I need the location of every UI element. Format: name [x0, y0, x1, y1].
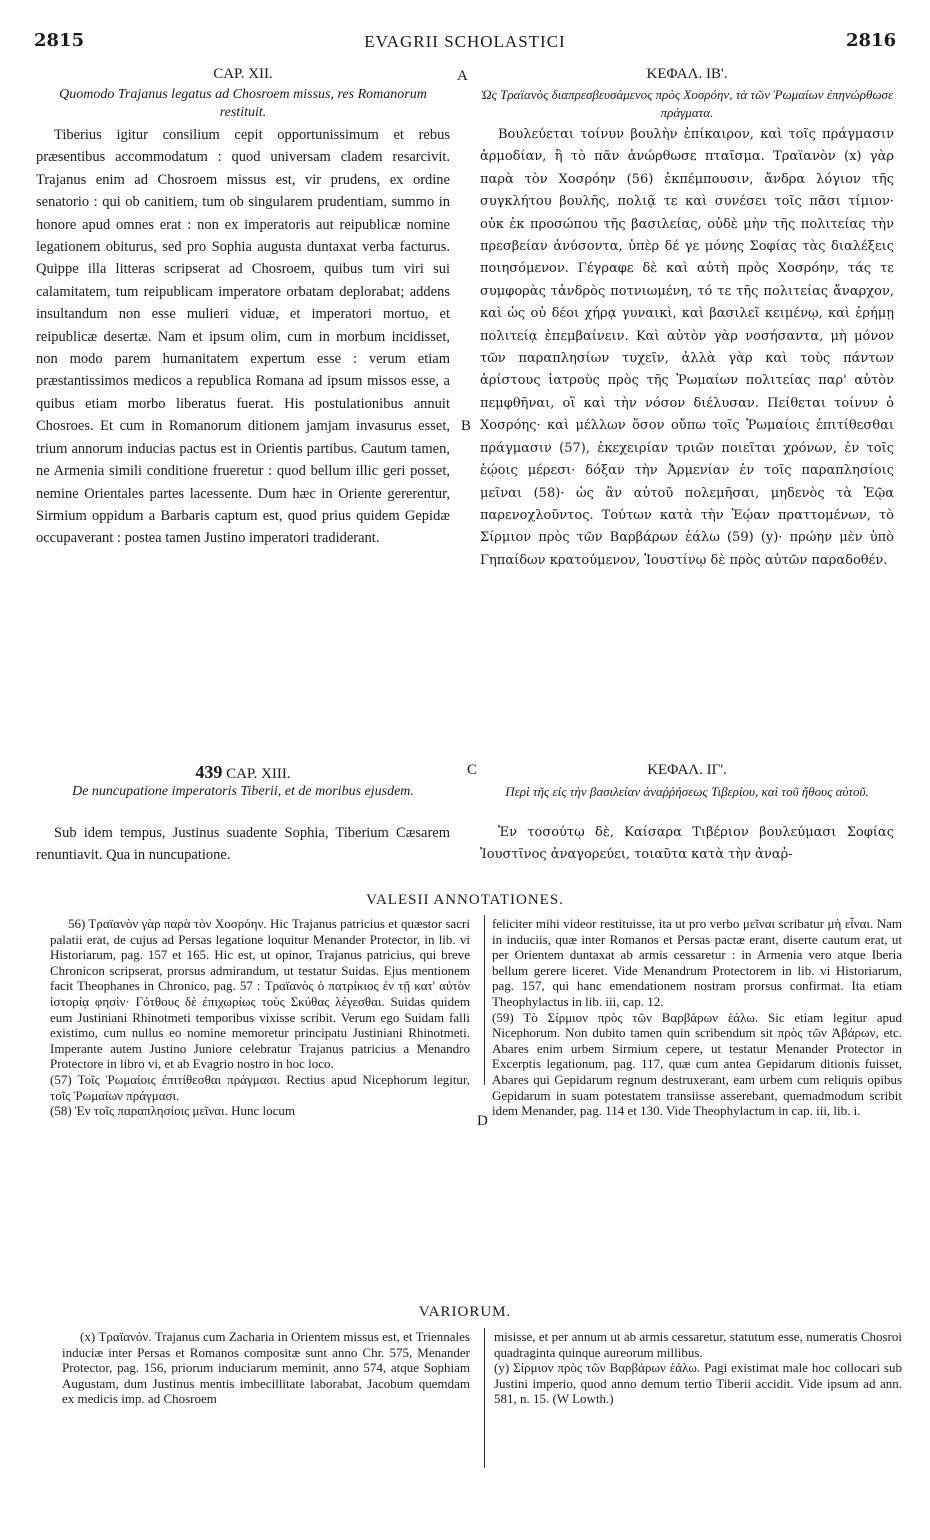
chapter-13-heading-line — [36, 762, 450, 783]
chapter-12-text: Tiberius igitur consilium cepit opportunissimum et rebus præsentibus accommodatum : quod universam cladem resarcivit. Trajanus enim ad Chosroem missus est, vir prudens, ex ordine senatorio : qui ob canitiem, tum ob singularem prudentiam, summo in honore apud omnes erat : non ex imperatoris aut reipublicæ nomine legationem obiturus, sed pro Sophia augusta duntaxat verba facturus. Quippe illa litteras scripserat ad Chosroem, quibus tum viri sui calamitatem, tum reipublicam imperatore orbatam deplorabat; addens insultandum non esse mulieri viduæ, et imperatori mortuo, et reipublicæ desertæ. Nam et ipsum olim, cum in morbum incidisset, non modo parem humanitatem expertum esse : verum etiam præstantissimos medicos a republica Romana ad ipsum missos esse, a quibus etiam morbo liberatus fuerat. His postulationibus annuit Chosroes. Et cum in Romanorum ditionem jamjam invasurus esset, trium annorum inducias pactus est in Orientis partibus. Cautum tamen, ne Armenia simili conditione frueretur : quod bellum illic geri posset, nemine Orientales partes lacessente. Dum hæc in Oriente gererentur, Sirmium oppidum a Barbaris captum est, quod prius quidem Gepidæ occupaverant : postea tamen Justino imperatori tradiderant. — [36, 127, 450, 547]
chapter-13-subtitle: De nuncupatione imperatoris Tiberii, et de moribus ejusdem. — [72, 784, 414, 799]
variorum-notes-left: (x) Τραϊανόν. Trajanus cum Zacharia in Orientem missus est, et Triennales induciæ inter Persas et Romanos compositæ sunt anno Chr. 575, Menander Protector, pag. 156, priorum induciarum meminit, anno 574, atque Sophiam Augustam, dum Justinus mentis imbecillitate laborabat, Jacobum quemdam ex medicis imp. ad Chosroem — [62, 1329, 470, 1407]
chapter-13-heading: CAP. XIII. — [226, 766, 291, 782]
kefalaion-12-subtitle: Ὡς Τραϊανὸς διαπρεσβευσάμενος πρὸς Χοσρόην, τὰ τῶν Ῥωμαίων ἐπηνώρθωσε πράγματα. — [480, 87, 894, 120]
kefalaion-12-heading: ΚΕΦΑΛ. ΙΒ'. — [646, 66, 728, 82]
margin-letter-c: C — [467, 762, 478, 778]
chapter-12-subtitle: Quomodo Trajanus legatus ad Chosroem missus, res Romanorum restituit. — [59, 87, 427, 120]
kefalaion-12-text: Βουλεύεται τοίνυν βουλὴν ἐπίκαιρον, καὶ τοῖς πράγμασιν ἁρμοδίαν, ἣ τὸ πᾶν ἀνώρθωσε πταῖσμα. Τραϊανὸν (x) γὰρ παρὰ τὸν Χοσρόην (56) ἐκπέμπουσιν, ἄνδρα λόγιον τῆς συγκλήτου βουλῆς, πολιᾷ τε καὶ συνέσει τοῖς πᾶσι τίμιον· οὐκ ἐκ προσώπου τῆς βασιλείας, οὐδὲ μὴν τῆς πολιτείας τὴν πρεσβείαν ἀνύσοντα, ὑπὲρ δέ γε μόνης Σοφίας τὰς διαλέξεις ποιησόμενον. Γέγραφε δὲ καὶ αὐτὴ πρὸς Χοσρόην, τάς τε συμφορὰς τἀνδρὸς ποτνιωμένη, τό τε τῆς πολιτείας ἄναρχον, καὶ ὡς οὐ δέοι χήρᾳ γυναικὶ, καὶ βασιλεῖ κειμένῳ, καὶ ἐρήμῃ πολιτείᾳ ἐπεμβαίνειν. Καὶ αὐτὸν γὰρ νοσήσαντα, μὴ μόνον τῶν παραπλησίων τυχεῖν, ἀλλὰ γὰρ καὶ τοὺς πάντων ἀρίστους ἰατροὺς πρὸς τῆς Ῥωμαίων πολιτείας παρ' αὐτὸν πεμφθῆναι, οἳ καὶ τὴν νόσον διέλυσαν. Πείθεται τοίνυν ὁ Χοσρόης· καὶ μέλλων ὅσον οὔπω τοῖς Ῥωμαίοις ἐπιτίθεσθαι πράγμασιν (57), ἐκεχειρίαν τριῶν ποιεῖται χρόνων, ἐν τοῖς ἑῴοις μέρεσι· δόξαν τὴν Ἀρμενίαν ἐν τοῖς παραπλησίοις μεῖναι (58)· ὡς ἂν αὐτοῦ πολεμῆσαι, μηδενὸς τὰ Ἑῷα παρενοχλοῦντος. Τούτων κατὰ τὴν Ἑῴαν πραττομένων, τὸ Σίρμιον πρὸς τῶν Βαρβάρων ἑάλω (59) (y)· πρώην μὲν ὑπὸ Γηπαίδων κρατούμενον, Ἰουστίνῳ δὲ πρὸς αὐτῶν παραδοθέν. — [480, 127, 894, 568]
chapter-12-heading: CAP. XII. — [213, 66, 273, 82]
column-divider — [484, 1328, 485, 1468]
valesii-notes-left: 56) Τραϊανὸν γὰρ παρὰ τὸν Χοσρόην. Hic Trajanus patricius et quæstor sacri palatii erat, de cujus ad Persas legatione loquitur Menander Protector, in lib. vi Historiarum, pag. 157 et 165. Hic est, ut opinor, Trajanus patricius, qui breve Chronicon scripserat, prorsus admirandum, ut testatur Suidas. Ejus mentionem facit Theophanes in Chronico, pag. 57 : Τραϊανὸς ὁ πατρίκιος ἐν τῇ κατ' αὐτὸν ἱστορίᾳ φησὶν· Γότθους δὲ ἐπιχωρίως τοὺς Σκύθας λέγεσθαι. Suidas quidem eum Justiniani Rhinotmeti temporibus vixisse scribit. Verum ego Suidam falli existimo, cum nullus eo nomine memoretur principatu Justiniani Rhinotmeti. Imperante autem Justino Juniore celebratur Trajanus patricius a Menandro Protectore in libro vi, et ab Evagrio nostro in hoc loco. (57) Τοῖς Ῥωμαίοις ἐπιτίθεσθαι πράγμασι. Rectius apud Nicephorum legitur, τοῖς Ῥωμαίων πράγμασι. (58) Ἐν τοῖς παραπλησίοις μεῖναι. Hunc locum — [50, 916, 470, 1119]
page-number-left: 2815 — [34, 30, 85, 51]
page-number-right: 2816 — [846, 30, 897, 51]
kefalaion-13-subtitle: Περὶ τῆς εἰς τὴν βασιλείαν ἀναῤῥήσεως Τιβερίου, καὶ τοῦ ἤθους αὐτοῦ. — [505, 784, 869, 799]
kefalaion-13-heading: ΚΕΦΑΛ. ΙΓ'. — [647, 762, 727, 778]
variorum-notes-right: misisse, et per annum ut ab armis cessaretur, statutum esse, numeratis Chosroi quadraginta quinque aureorum millibus. (y) Σίρμιον πρὸς τῶν Βαρβάρων ἑάλω. Pagi existimat male hoc collocari sub Justini imperio, quod anno demum tertio Tiberii accidit. Vide ipsum ad ann. 581, n. 15. (W Lowth.) — [494, 1329, 902, 1407]
margin-letter-a: A — [457, 68, 468, 84]
variorum-title: VARIORUM. — [418, 1304, 512, 1320]
chapter-13-text: Sub idem tempus, Justinus suadente Sophia, Tiberium Cæsarem renuntiavit. Qua in nuncupatione. — [36, 825, 450, 864]
column-divider — [484, 915, 485, 1085]
valesii-notes-right: feliciter mihi videor restituisse, ita ut pro verbo μεῖναι scribatur μὴ εἶναι. Nam in induciis, quæ inter Romanos et Persas pactæ erant, diserte cautum erat, ut per Orientem duntaxat ab armis cessaretur : in Armenia vero atque Iberia bellum gerere liceret. Vide Menandrum Protectorem in lib. vi Historiarum, pag. 157, qui hanc emendationem nostram prorsus confirmat. Ita etiam Theophylactus in lib. iii, cap. 12. (59) Τὸ Σίρμιον πρὸς τῶν Βαρβάρων ἑάλω. Sic etiam legitur apud Nicephorum. Non dubito tamen quin scribendum sit πρὸς τῶν Ἀβάρων, etc. Abares enim urbem Sirmium cepere, ut testatur Menander Protector in Excerptis legationum, pag. 117, quæ cum antea Gepidarum ditionis fuisset, Abares qui Gepidarum regnum destruxerant, eam urbem cum reliquis opibus Gepidarum in suam potestatem transiisse asserebant, quemadmodum scribit idem Menander, pag. 114 et 130. Vide Theophylactum in cap. iii, lib. i. — [492, 916, 902, 1119]
column-number: 439 — [195, 762, 223, 782]
valesii-annotations-title: VALESII ANNOTATIONES. — [366, 892, 564, 908]
margin-letter-b: B — [461, 418, 472, 434]
kefalaion-13-text: Ἐν τοσούτῳ δὲ, Καίσαρα Τιβέριον βουλεύμασι Σοφίας Ἰουστῖνος ἀναγορεύει, τοιαῦτα κατὰ τὴν ἀναῤ- — [480, 825, 894, 863]
running-title: EVAGRII SCHOLASTICI — [364, 32, 566, 51]
margin-letter-d: D — [477, 1113, 488, 1129]
